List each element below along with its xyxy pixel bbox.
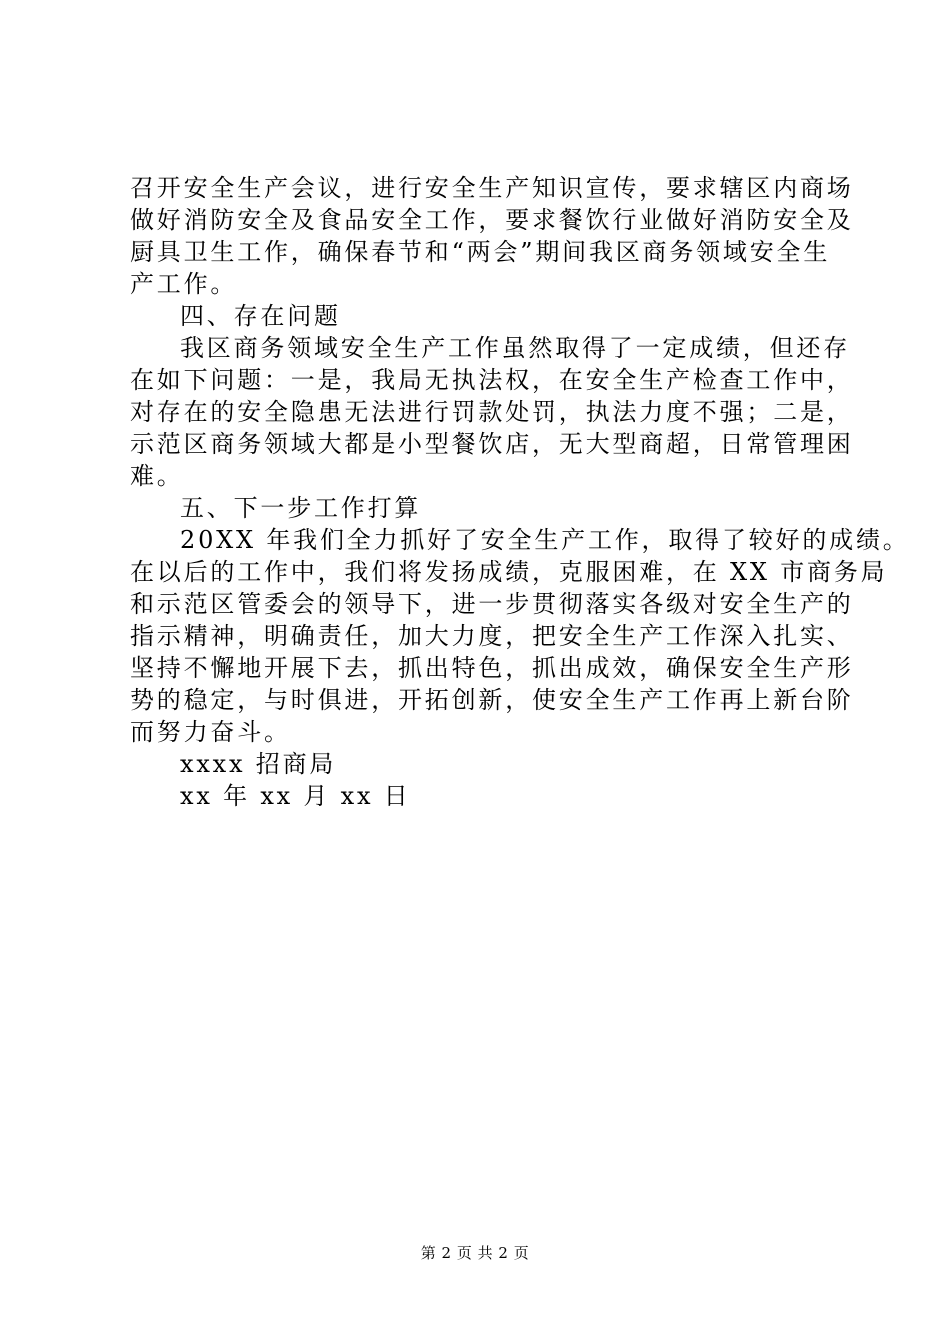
- paragraph-line: 和示范区管委会的领导下，进一步贯彻落实各级对安全生产的: [130, 590, 854, 618]
- paragraph-line: 坚持不懈地开展下去，抓出特色，抓出成效，确保安全生产形: [130, 654, 854, 682]
- paragraph-line: 而努力奋斗。: [130, 718, 291, 746]
- paragraph-line: 厨具卫生工作，确保春节和“两会”期间我区商务领域安全生: [130, 238, 831, 266]
- page-number-footer: 第 2 页 共 2 页: [420, 1244, 530, 1262]
- paragraph-line: 产工作。: [130, 270, 238, 298]
- paragraph-line: 难。: [130, 462, 184, 490]
- paragraph-line: 20XX 年我们全力抓好了安全生产工作，取得了较好的成绩。: [180, 526, 910, 554]
- paragraph-line: 我区商务领域安全生产工作虽然取得了一定成绩，但还存: [180, 334, 850, 362]
- paragraph-line: 对存在的安全隐患无法进行罚款处罚，执法力度不强；二是，: [130, 398, 854, 426]
- section-heading: 四、存在问题: [180, 302, 341, 330]
- section-heading: 五、下一步工作打算: [180, 494, 422, 522]
- signature-organization: xxxx 招商局: [180, 750, 337, 778]
- paragraph-line: 在以后的工作中，我们将发扬成绩，克服困难，在 XX 市商务局: [130, 558, 888, 586]
- document-body: [130, 172, 910, 812]
- signature-date: xx 年 xx 月 xx 日: [180, 782, 411, 810]
- paragraph-line: 在如下问题：一是，我局无执法权，在安全生产检查工作中，: [130, 366, 854, 394]
- paragraph-line: 做好消防安全及食品安全工作，要求餐饮行业做好消防安全及: [130, 206, 854, 234]
- paragraph-line: 指示精神，明确责任，加大力度，把安全生产工作深入扎实、: [130, 622, 854, 650]
- paragraph-line: 势的稳定，与时俱进，开拓创新，使安全生产工作再上新台阶: [130, 686, 854, 714]
- paragraph-line: 召开安全生产会议，进行安全生产知识宣传，要求辖区内商场: [130, 174, 854, 202]
- paragraph-line: 示范区商务领域大都是小型餐饮店，无大型商超，日常管理困: [130, 430, 854, 458]
